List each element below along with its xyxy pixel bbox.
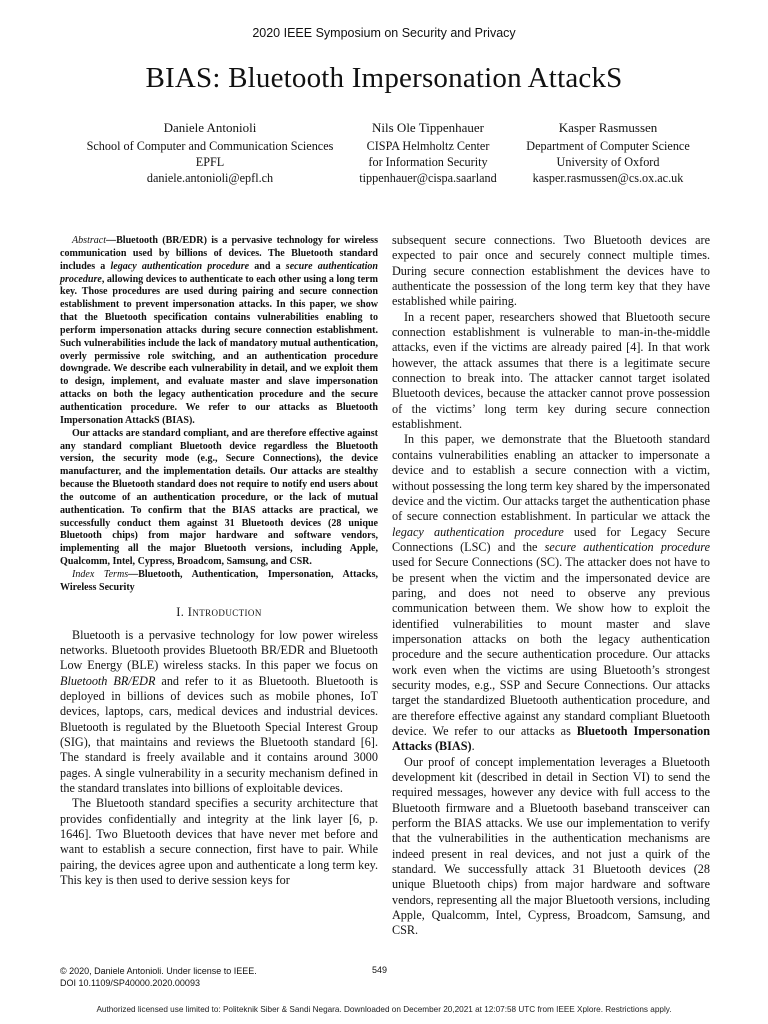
author-email: tippenhauer@cispa.saarland <box>359 171 497 185</box>
intro-text-continued <box>392 233 710 939</box>
author-affiliation: for Information Security <box>368 155 488 169</box>
abstract-paragraph: Our attacks are standard compliant, and are therefore effective against any standard compliant Bluetooth device regardless the Bluetooth version, the security mode (e.g., Secure Connections), the device manufacturer, and the implementation details. Our attacks are stealthy because the Bluetooth standard does not require to notify end users about the outcome of an authentication procedure, or the lack of mutual authentication. To confirm that the BIAS attacks are practical, we successfully conduct them against 31 Bluetooth devices (28 unique Bluetooth chips) from major hardware and software vendors, implementing all the major Bluetooth versions, including Apple, Qualcomm, Intel, Cypress, Broadcom, Samsung, and CSR. <box>60 427 378 568</box>
intro-text <box>60 628 378 889</box>
author-name: Kasper Rasmussen <box>558 120 658 135</box>
author-block <box>508 120 708 186</box>
author-affiliation: Department of Computer Science <box>526 139 690 153</box>
section-number: I. <box>176 604 185 619</box>
conference-header: 2020 IEEE Symposium on Security and Privacy <box>252 26 516 40</box>
abstract-text: , allowing devices to authenticate to each other using a long term key. Those procedures are used during pairing and secure connection establishment to prevent impersonation attacks. In this paper, we show that the Bluetooth specification contains vulnerabilities enabling to perform impersonation attacks during secure connection establishment. Such vulnerabilities include the lack of mandatory mutual authentication, overly permissive role switching, and an authentication procedure downgrade. We describe each vulnerability in detail, and we exploit them to design, implement, and evaluate master and slave impersonation attacks on both the legacy authentication procedure and the secure authentication procedure. We refer to our attacks as Bluetooth Impersonation AttackS (BIAS). <box>60 273 378 426</box>
right-column <box>392 233 710 939</box>
abstract-text: —Bluetooth (BR/EDR) is a pervasive technology for wireless communication used by billions of devices. The Bluetooth standard includes a <box>60 235 378 272</box>
body-emphasis: legacy authentication procedure <box>392 524 564 539</box>
author-email: daniele.antonioli@epfl.ch <box>146 171 274 185</box>
body-text: Bluetooth is a pervasive technology for low power wireless networks. Bluetooth provides Bluetooth BR/EDR and Bluetooth Low Energy (BLE) wireless stacks. In this paper we focus on <box>60 627 378 673</box>
body-text: used for Legacy Secure Connections (LSC) and the <box>392 524 710 554</box>
body-paragraph <box>392 432 710 754</box>
left-column <box>60 235 378 888</box>
body-paragraph: The Bluetooth standard specifies a security architecture that provides confidentially and integrity at the link layer [6, p. 1646]. Two Bluetooth devices that have never met before and want to establish a secure connection, first have to pair. While pairing, the devices agree upon and authenticate a long term key. This key is then used to derive session keys for <box>60 796 378 888</box>
body-emphasis: Bluetooth BR/EDR <box>60 673 156 688</box>
author-affiliation: CISPA Helmholtz Center <box>366 139 490 153</box>
doi-text: DOI 10.1109/SP40000.2020.00093 <box>60 978 200 988</box>
body-paragraph: In a recent paper, researchers showed that Bluetooth secure connection establishment is vulnerable to man-in-the-middle attacks, even if the victims are already paired [4]. In that work however, the attack assumes that there is a legitimate secure connection to break into. The attacker cannot target isolated Bluetooth devices, because the attacker cannot prove possession of the victims’ long term key during secure connection establishment. <box>392 309 710 432</box>
paper-title: BIAS: Bluetooth Impersonation AttackS <box>145 62 623 94</box>
index-terms <box>60 569 378 595</box>
abstract <box>60 235 378 595</box>
author-affiliation: School of Computer and Communication Sciences <box>86 139 334 153</box>
footer-copyright <box>60 965 257 989</box>
author-affiliation: University of Oxford <box>556 155 660 169</box>
index-terms-text: —Bluetooth, Authentication, Impersonation, Attacks, Wireless Security <box>60 568 378 593</box>
license-notice: Authorized licensed use limited to: Politeknik Siber & Sandi Negara. Downloaded on December 20,2021 at 12:07:58 UTC from IEEE Xplore. Restrictions apply. <box>96 1005 672 1014</box>
body-text: used for Secure Connections (SC). The attacker does not have to be present when the victim and the impersonated device are paring, and does not need to observe any previous communication between them. We show how to exploit the identified vulnerabilities to mount master and slave impersonation attacks on both the legacy authentication procedure and the secure authentication procedure. Our attacks work even when the victims are using Bluetooth’s strongest security modes, e.g., SSP and Secure Connections. Our attacks target the standardized Bluetooth authentication procedure, and are therefore effective against any standard compliant Bluetooth device. We refer to our attacks as <box>392 555 710 738</box>
copyright-text: © 2020, Daniele Antonioli. Under license to IEEE. <box>60 966 257 976</box>
body-text: . <box>471 739 475 754</box>
abstract-paragraph <box>60 235 378 428</box>
body-strong: Bluetooth Impersonation Attacks (BIAS) <box>392 724 710 754</box>
body-paragraph: subsequent secure connections. Two Bluetooth devices are expected to pair once and securely connect multiple times. During secure connection establishment the devices have to authenticate the possession of the long term key that they have established while pairing. <box>392 233 710 309</box>
body-text: In this paper, we demonstrate that the Bluetooth standard contains vulnerabilities enabling an attacker to impersonate a device and to establish a secure connection with a victim, without possessing the long term key shared by the impersonated device and the victim. Our attacks target the authentication phase of secure connection establishment. In particular we attack the <box>392 432 710 524</box>
section-title: Introduction <box>187 604 262 619</box>
body-paragraph <box>60 628 378 797</box>
author-name: Daniele Antonioli <box>163 120 257 135</box>
abstract-emphasis: secure authentication procedure <box>60 260 378 285</box>
abstract-label: Abstract <box>72 235 107 246</box>
author-block <box>350 120 506 186</box>
author-affiliation: EPFL <box>195 155 225 169</box>
body-text: and refer to it as Bluetooth. Bluetooth is deployed in billions of devices such as mobile phones, IoT devices, laptops, cars, medical devices and industrial devices. Bluetooth is regulated by the Bluetooth Special Interest Group (SIG), that maintains and reviews the Bluetooth standard [6]. The standard is freely available and it contains around 3000 pages. A single vulnerability in a security mechanism defined in the standard translates into billions of exploitable devices. <box>60 673 378 796</box>
abstract-emphasis: legacy authentication procedure <box>110 260 250 272</box>
body-emphasis: secure authentication procedure <box>544 539 711 554</box>
author-name: Nils Ole Tippenhauer <box>372 120 484 135</box>
author-email: kasper.rasmussen@cs.ox.ac.uk <box>532 171 684 185</box>
index-terms-label: Index Terms <box>72 568 129 580</box>
section-heading <box>60 605 378 620</box>
page-number: 549 <box>372 965 388 975</box>
abstract-text: and a <box>249 260 286 272</box>
author-block <box>70 120 350 186</box>
body-paragraph: Our proof of concept implementation leverages a Bluetooth development kit (described in detail in Section VI) to send the required messages, however any device with full access to the Bluetooth firmware and a Bluetooth baseband transceiver can perform the BIAS attacks. We use our implementation to verify that the vulnerabilities in the authentication mechanisms are indeed present in real devices, and not just a quirk of the standard. We successfully attack 31 Bluetooth devices (28 unique Bluetooth chips) from major hardware and software vendors, representing all the major Bluetooth versions, including Apple, Qualcomm, Intel, Cypress, Broadcom, Samsung, and CSR. <box>392 754 710 938</box>
